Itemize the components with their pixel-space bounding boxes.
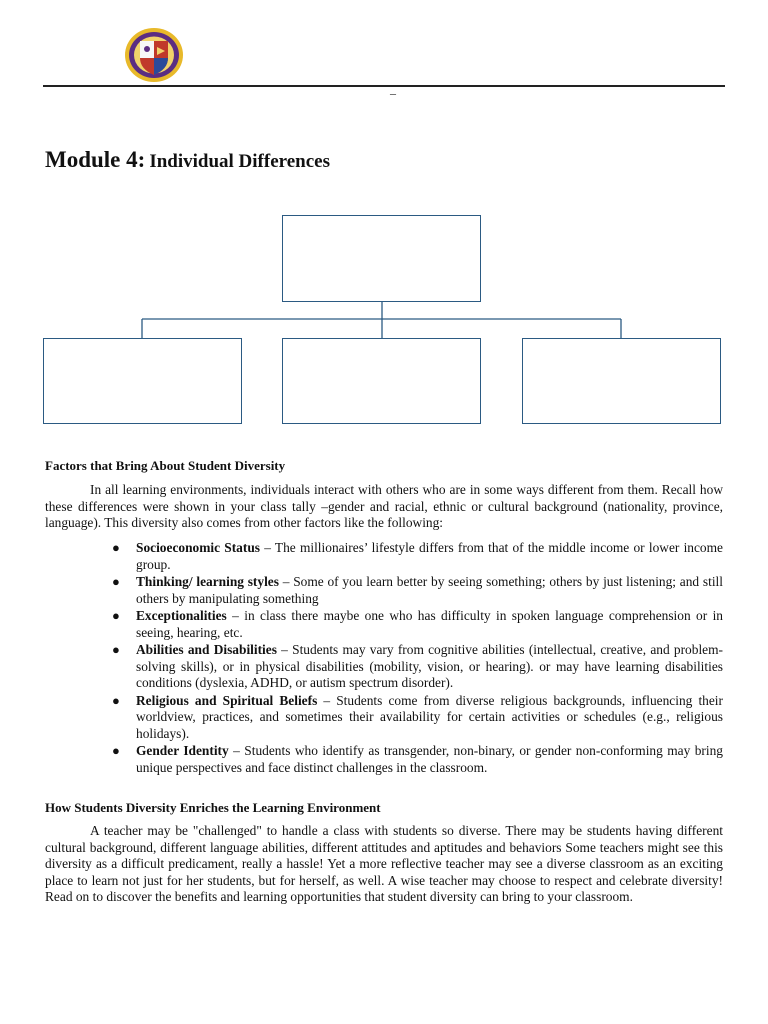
bullet-term: Thinking/ learning styles [136, 574, 279, 589]
intro-paragraph: In all learning environments, individuals interact with others who are in some ways different from them. Recall how these differences were shown in your class tally –gender and racial, ethnic or cultural background (nationality, province, language). This diversity also comes from other factors like the following: [45, 482, 723, 530]
bullet-text: – The millionaires’ lifestyle differs from that of the middle income or lower income group. [136, 540, 723, 572]
org-chart-middle-box [282, 338, 481, 424]
title-subject: Individual Differences [149, 151, 330, 172]
bullet-text: – in class there maybe one who has difficulty in spoken language comprehension or in seeing, hearing, etc. [136, 608, 723, 640]
section-heading-enriches: How Students Diversity Enriches the Learning Environment [45, 800, 381, 815]
factors-list [0, 540, 768, 777]
list-item [0, 642, 723, 692]
list-item [0, 693, 723, 743]
org-chart-right-box [522, 338, 721, 424]
header-dash: – [390, 86, 396, 100]
bullet-text: – Students who identify as transgender, non-binary, or gender non-conforming may bring unique perspectives and face distinct challenges in the classroom. [136, 743, 723, 775]
bullet-term: Socioeconomic Status [136, 540, 260, 555]
list-item [0, 608, 723, 641]
bullet-icon: ● [112, 540, 120, 555]
org-chart-top-box [282, 215, 481, 302]
list-item [0, 540, 723, 573]
bullet-term: Gender Identity [136, 743, 229, 758]
bullet-icon: ● [112, 692, 120, 708]
org-chart-left-box [43, 338, 242, 424]
title-module: Module 4: [45, 147, 146, 172]
bullet-icon: ● [112, 608, 120, 623]
bullet-text: – Some of you learn better by seeing something; others by just listening; and still others by manipulating something [136, 574, 723, 606]
bullet-text: – Students may vary from cognitive abilities (intellectual, creative, and problem-solving skills), or in physical disabilities (mobility, vision, or hearing). or may have learning disabilities conditions (dyslexia, ADHD, or autism spectrum disorder). [136, 642, 723, 690]
list-item [0, 743, 723, 776]
header-rule [43, 85, 725, 87]
section-heading-factors: Factors that Bring About Student Diversity [45, 458, 286, 473]
bullet-term: Abilities and Disabilities [136, 642, 277, 657]
enrichment-paragraph: A teacher may be "challenged" to handle a class with students so diverse. There may be students having different cultural background, different language abilities, different attitudes and aptitudes and behaviors Some teachers might see this diversity as a difficult predicament, really a hassle! Yet a more reflective teacher may see a diverse classroom as an exciting place to learn not just for her students, but for herself, as well. A wise teacher may choose to respect and celebrate diversity! Read on to discover the benefits and learning opportunities that student diversity can bring to your classroom. [45, 823, 723, 904]
bullet-text: – Students come from diverse religious backgrounds, influencing their worldview, practices, and sometimes their availability for certain activities or schedules (e.g., religious holidays). [136, 692, 723, 741]
page-title [45, 147, 330, 173]
bullet-icon: ● [112, 743, 120, 758]
school-seal-icon [124, 27, 184, 83]
bullet-icon: ● [112, 642, 120, 657]
bullet-icon: ● [112, 574, 120, 589]
bullet-term: Religious and Spiritual Beliefs [136, 692, 318, 708]
bullet-term: Exceptionalities [136, 608, 227, 623]
list-item [0, 574, 723, 607]
